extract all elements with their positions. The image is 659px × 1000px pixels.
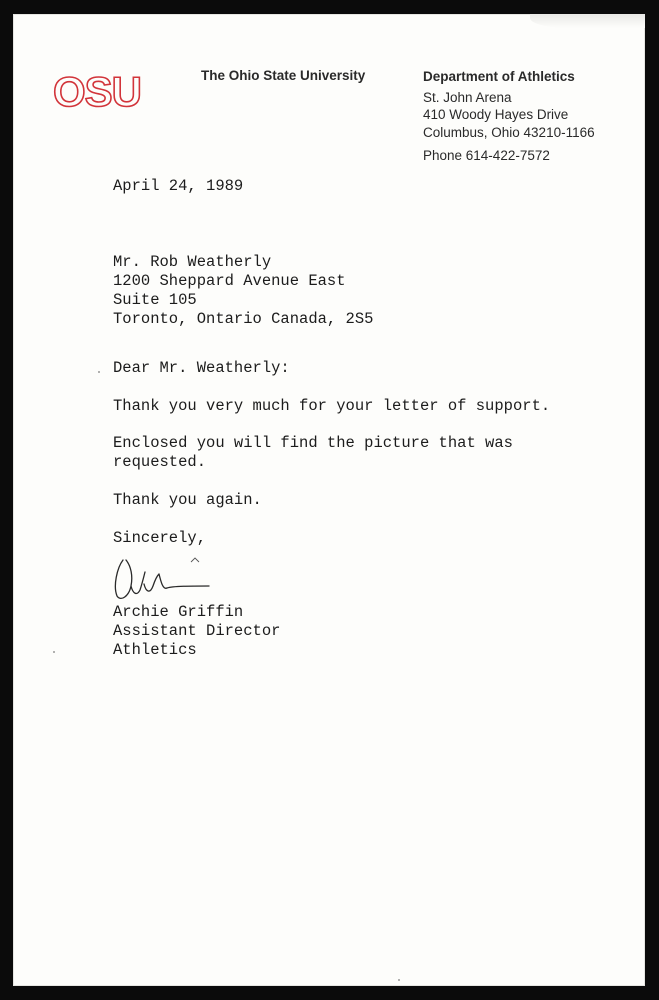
recipient-address bbox=[113, 253, 373, 329]
paper-speck bbox=[53, 651, 55, 653]
paragraph-line: Thank you very much for your letter of support. bbox=[113, 397, 551, 415]
paragraph-line: requested. bbox=[113, 453, 207, 471]
letter-page bbox=[13, 14, 645, 986]
paper-speck bbox=[98, 371, 100, 373]
salutation: Dear Mr. Weatherly: bbox=[113, 359, 290, 377]
paragraph-1 bbox=[113, 397, 550, 416]
signature-block bbox=[113, 603, 280, 660]
department-name: Department of Athletics bbox=[423, 69, 575, 84]
paragraph-2 bbox=[113, 434, 513, 472]
closing: Sincerely, bbox=[113, 529, 207, 547]
signer-department: Athletics bbox=[113, 641, 197, 659]
signer-name: Archie Griffin bbox=[113, 603, 244, 621]
recipient-line: 1200 Sheppard Avenue East bbox=[113, 272, 346, 290]
handwritten-signature bbox=[111, 546, 216, 602]
torn-corner bbox=[530, 14, 645, 28]
paper-speck bbox=[398, 979, 400, 981]
university-name: The Ohio State University bbox=[201, 68, 366, 83]
address-line: Columbus, Ohio 43210-1166 bbox=[423, 124, 595, 140]
recipient-line: Toronto, Ontario Canada, 2S5 bbox=[113, 310, 374, 328]
osu-logo-icon bbox=[53, 68, 145, 114]
paragraph-3 bbox=[113, 491, 262, 510]
paragraph-line: Enclosed you will find the picture that was bbox=[113, 434, 513, 452]
letter-date: April 24, 1989 bbox=[113, 177, 244, 195]
logo-text: OSU bbox=[53, 68, 142, 114]
signer-title: Assistant Director bbox=[113, 622, 281, 640]
address-line: St. John Arena bbox=[423, 89, 512, 105]
recipient-line: Mr. Rob Weatherly bbox=[113, 253, 272, 271]
address-line: 410 Woody Hayes Drive bbox=[423, 107, 569, 122]
department-block bbox=[423, 68, 595, 165]
recipient-line: Suite 105 bbox=[113, 291, 197, 309]
paragraph-line: Thank you again. bbox=[113, 491, 262, 509]
phone-number: Phone 614-422-7572 bbox=[423, 148, 550, 163]
